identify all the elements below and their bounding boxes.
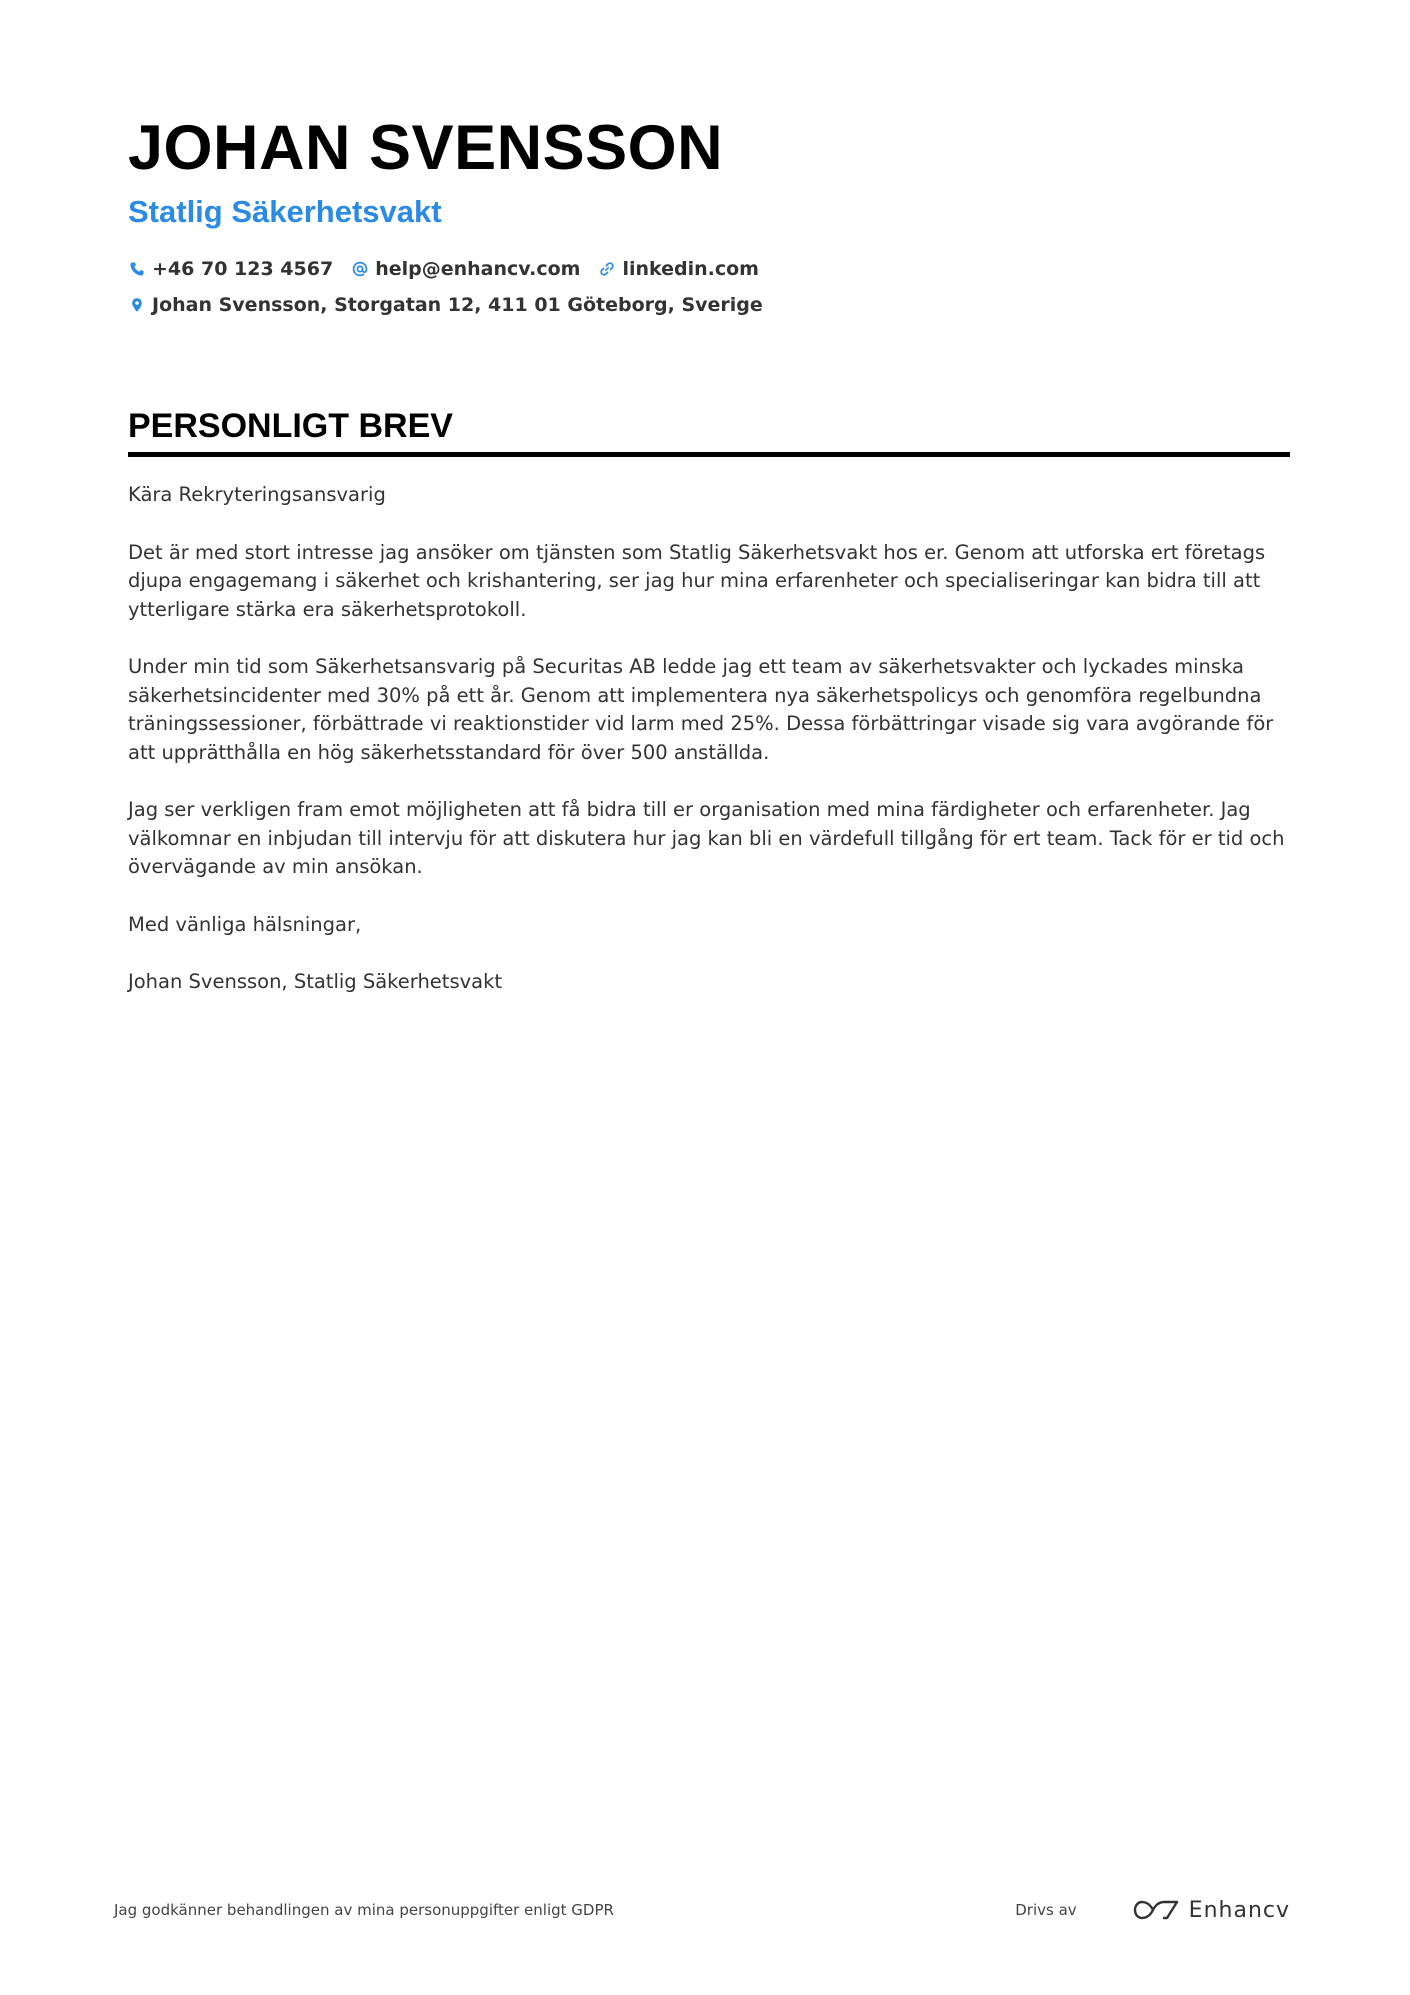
link-text: linkedin.com: [622, 258, 759, 280]
letter-paragraph: Under min tid som Säkerhetsansvarig på Securitas AB ledde jag ett team av säkerhetsvakter och lyckades minska säkerhetsincidenter med 30% på ett år. Genom att implementera nya säkerhetspolicys och genomföra regelbundna träningssessioner, förbättrade vi reaktionstider vid larm med 25%. Dessa förbättringar visade sig vara avgörande för att upprätthålla en hög säkerhetsstandard för över 500 anställda.: [128, 655, 1274, 764]
location-pin-icon: [128, 296, 146, 314]
gdpr-consent: Jag godkänner behandlingen av mina personuppgifter enligt GDPR: [114, 1901, 614, 1919]
footer-branding: [1015, 1898, 1290, 1923]
enhancv-logo[interactable]: [1133, 1898, 1290, 1923]
applicant-name: JOHAN SVENSSON: [128, 113, 724, 183]
address-row: [128, 294, 1288, 316]
section-title: PERSONLIGT BREV: [128, 402, 1290, 457]
address-text: Johan Svensson, Storgatan 12, 411 01 Göteborg, Sverige: [152, 294, 763, 316]
letter-signature: Johan Svensson, Statlig Säkerhetsvakt: [128, 970, 503, 993]
letter-greeting: Kära Rekryteringsansvarig: [128, 483, 386, 506]
contact-row: [128, 258, 1288, 280]
phone-icon: [128, 260, 146, 278]
powered-by-label: Drivs av: [1015, 1901, 1077, 1919]
contact-phone[interactable]: [128, 258, 333, 280]
at-icon: [351, 260, 369, 278]
link-icon: [598, 260, 616, 278]
footer: [114, 1890, 1290, 1930]
job-title: Statlig Säkerhetsvakt: [128, 194, 442, 229]
email-text: help@enhancv.com: [375, 258, 581, 280]
header: [128, 108, 1288, 316]
letter-paragraph: Jag ser verkligen fram emot möjligheten att få bidra till er organisation med mina färdigheter och erfarenheter. Jag välkomnar en inbjudan till intervju för att diskutera hur jag kan bli en värdefull tillgång för ert team. Tack för er tid och övervägande av min ansökan.: [128, 798, 1285, 878]
enhancv-logo-icon: [1133, 1898, 1179, 1922]
letter-body: [128, 481, 1290, 997]
letter-closing: Med vänliga hälsningar,: [128, 912, 362, 936]
contact-link[interactable]: [598, 258, 759, 280]
contact-address: [128, 294, 763, 316]
phone-text: +46 70 123 4567: [152, 258, 334, 280]
contact-email[interactable]: [351, 258, 580, 280]
letter-section: [128, 402, 1290, 1026]
brand-name: Enhancv: [1188, 1897, 1290, 1923]
letter-paragraph: Det är med stort intresse jag ansöker om tjänsten som Statlig Säkerhetsvakt hos er. Genom att utforska ert företags djupa engagemang i säkerhet och krishantering, ser jag hur mina erfarenheter och specialiseringar kan bidra till att ytterligare stärka era säkerhetsprotokoll.: [128, 540, 1266, 621]
